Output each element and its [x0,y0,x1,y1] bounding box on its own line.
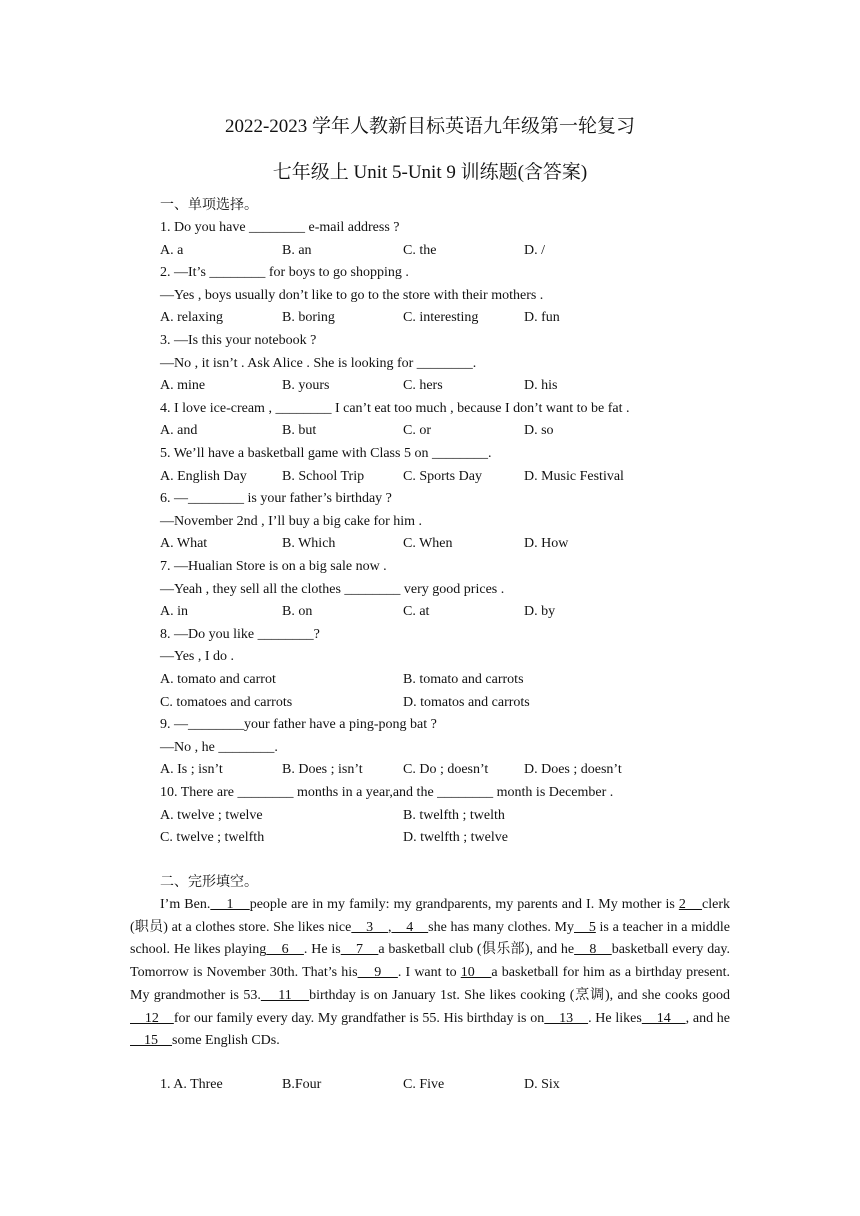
cloze-blank: 10 [460,965,492,981]
option-c: C. at [403,604,430,620]
option-b: B. Which [282,536,336,552]
option-d: D. How [524,536,569,552]
option-a: A. tomato and carrot [160,672,276,687]
option-row [160,308,760,328]
cloze-blank: 14 [641,1010,686,1026]
passage-text: birthday is on January 1st. She likes cooking (烹调), and she cooks good [309,987,731,1003]
cloze-blank: 7 [340,942,379,958]
option-d: D. tomatos and carrots [403,694,530,710]
passage-text: clerk (职员) at a clothes store. She likes nice [130,897,731,935]
passage-text: people are in my family: my grandparents, my parents and I. My mother is [249,897,679,912]
passage-text: basketball every day. Tomorrow is November 30th. That’s his [130,942,731,981]
cloze-blank: 5 [574,919,596,935]
question-reply: —Yes , boys usually don’t like to go to the store with their mothers . [160,287,544,303]
cloze-blank: 1 [210,897,250,912]
option-row [160,421,760,441]
question-stem: 9. —________your father have a ping-pong bat ? [160,717,437,733]
question-stem: 10. There are ________ months in a year,and the ________ month is December . [160,785,614,800]
option-a: A. mine [160,378,206,394]
option-d: D. so [524,423,554,439]
option-row [160,806,760,826]
cloze-blank: 9 [357,965,398,981]
passage-text: . I want to [397,965,461,981]
question-reply: —Yeah , they sell all the clothes ________ very good prices . [160,581,505,597]
option-row [160,241,760,261]
option-row [160,467,760,487]
cloze-blank: 8 [574,942,612,958]
option-a: 1. A. Three [160,1077,223,1092]
option-b: B. yours [282,378,330,394]
question-reply: —No , he ________. [160,739,278,755]
question-stem: 1. Do you have ________ e-mail address ? [160,220,400,235]
cloze-blank: 2 [678,897,703,912]
passage-text: she has many clothes. My [428,919,574,935]
question-reply: —No , it isn’t . Ask Alice . She is looking for ________. [160,355,477,371]
option-b: B. tomato and carrots [403,672,524,687]
option-d: D. fun [524,310,560,326]
option-a: A. twelve ; twelve [160,807,263,823]
question-stem: 8. —Do you like ________? [160,626,320,642]
option-c: C. or [403,423,431,439]
option-d: D. Does ; doesn’t [524,762,622,778]
option-d: D. Music Festival [524,468,624,484]
option-b: B. an [282,242,312,258]
question-stem: 7. —Hualian Store is on a big sale now . [160,559,387,574]
option-b: B. on [282,604,313,620]
passage-text: a basketball for him as a birthday present. My grandmother is 53. [130,965,731,1003]
question-stem: 3. —Is this your notebook ? [160,333,317,348]
option-a: A. relaxing [160,310,223,326]
option-b: B. School Trip [282,468,365,484]
option-c: C. twelve ; twelfth [160,830,265,846]
option-a: A. and [160,423,198,439]
cloze-blank: 3 [351,919,388,935]
passage-text: is a teacher in a middle school. He likes playing [130,919,731,958]
option-c: C. tomatoes and carrots [160,694,293,710]
option-a: A. English Day [160,468,247,484]
option-d: D. / [524,242,545,258]
passage-text: . He likes [588,1010,642,1026]
option-c: C. interesting [403,310,479,326]
option-row [160,670,760,690]
cloze-blank: 4 [391,919,429,935]
option-d: D. twelfth ; twelve [403,830,508,846]
option-c: C. Five [403,1077,445,1092]
option-d: D. Six [524,1077,560,1092]
option-b: B. twelfth ; twelth [403,807,505,823]
option-row [160,828,760,848]
cloze-blank: 6 [266,942,304,958]
passage-text: a basketball club (俱乐部), and he [378,942,575,958]
option-c: C. When [403,536,453,552]
option-a: A. a [160,242,184,258]
option-row [160,534,760,554]
option-row [160,693,760,713]
option-row [160,602,760,622]
option-a: A. in [160,604,188,620]
passage-text: I’m Ben. [160,897,211,912]
question-reply: —November 2nd , I’ll buy a big cake for him . [160,513,423,529]
question-stem: 2. —It’s ________ for boys to go shopping . [160,265,409,281]
passage-text: for our family every day. My grandfather is 55. His birthday is on [173,1010,545,1026]
option-d: D. his [524,378,558,394]
option-c: C. hers [403,378,443,394]
cloze-q1-options [160,1075,760,1095]
section1-heading: 一、单项选择。 [160,198,258,213]
cloze-blank: 11 [260,987,310,1003]
option-c: C. Sports Day [403,468,482,484]
cloze-passage [130,894,730,1053]
question-stem: 4. I love ice-cream , ________ I can’t eat too much , because I don’t want to be fat . [160,400,630,416]
option-row [160,376,760,396]
option-c: C. Do ; doesn’t [403,762,489,778]
question-stem: 6. —________ is your father’s birthday ? [160,491,392,507]
option-d: D. by [524,604,556,620]
cloze-blank: 12 [130,1010,174,1026]
passage-text: , and he [685,1010,731,1026]
question-reply: —Yes , I do . [160,649,235,665]
option-a: A. What [160,536,208,552]
section2-heading: 二、完形填空。 [160,875,258,890]
passage-text: some English CDs. [172,1033,280,1049]
cloze-blank: 15 [130,1033,172,1049]
option-row [160,760,760,780]
option-b: B. boring [282,310,335,326]
option-b: B. Does ; isn’t [282,762,363,778]
title-line-2: 七年级上 Unit 5-Unit 9 训练题(含答案) [272,162,588,183]
cloze-blank: 13 [544,1010,589,1026]
title-line-1: 2022-2023 学年人教新目标英语九年级第一轮复习 [224,116,636,137]
option-b: B.Four [282,1077,322,1092]
question-stem: 5. We’ll have a basketball game with Class 5 on ________. [160,446,492,461]
option-c: C. the [403,242,437,258]
option-b: B. but [282,423,317,439]
option-a: A. Is ; isn’t [160,762,223,778]
passage-text: . He is [303,942,341,958]
passage-text: , [387,919,392,935]
